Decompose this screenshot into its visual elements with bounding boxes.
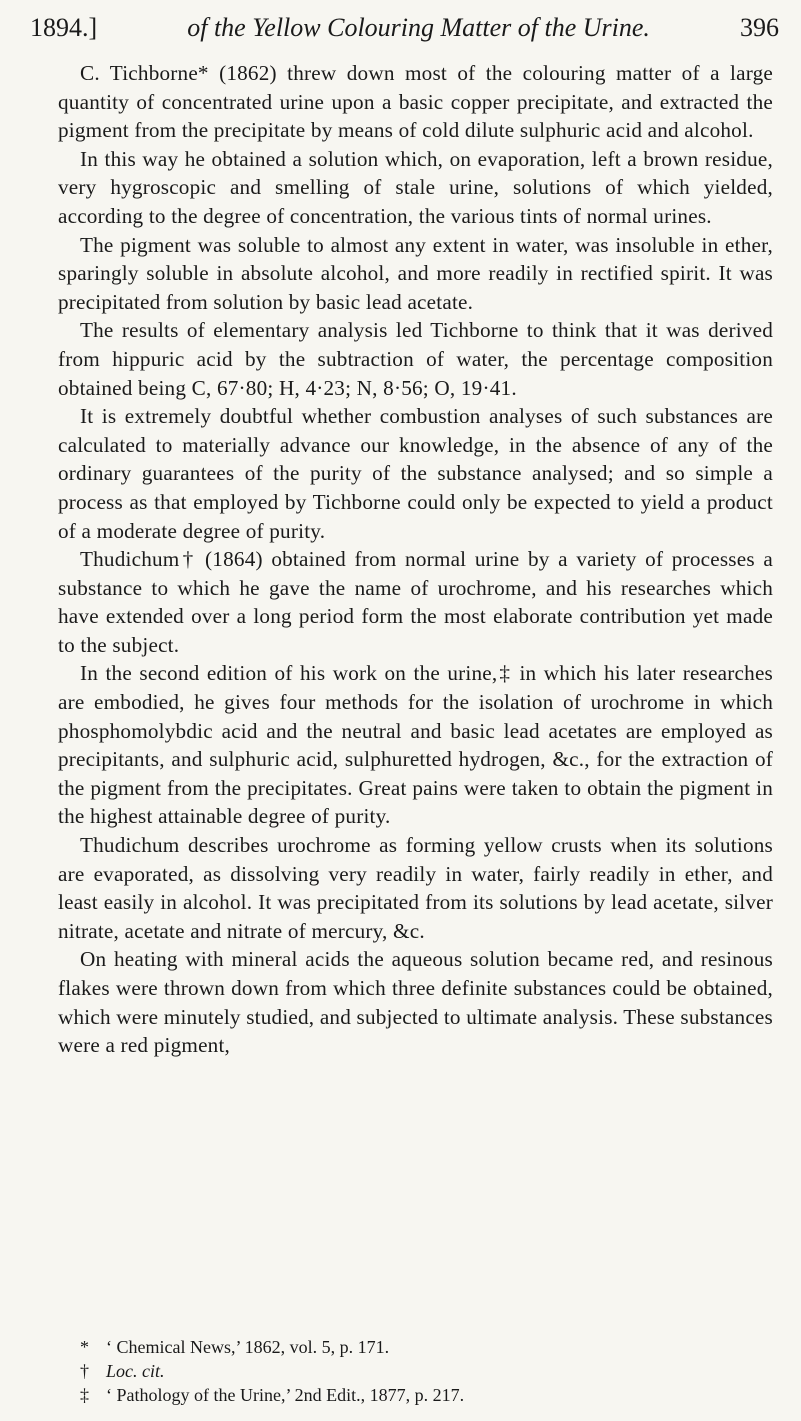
footnote-symbol: * — [80, 1337, 89, 1357]
footnote — [80, 1335, 770, 1359]
footnotes — [80, 1335, 770, 1407]
paragraph: Thudichum† (1864) obtained from normal urine by a variety of processes a substance to which he gave the name of urochrome, and his researches which have extended over a long period form the most elaborate contribution yet made to the subject. — [58, 547, 773, 657]
body-text — [58, 59, 773, 1060]
paragraph: The pigment was soluble to almost any extent in water, was insoluble in ether, sparingly soluble in absolute alcohol, and more readily in rectified spirit. It was precipitated from solution by basic lead acetate. — [58, 232, 773, 314]
footnote — [80, 1383, 770, 1407]
paragraph: C. Tichborne* (1862) threw down most of the colouring matter of a large quantity of concentrated urine upon a basic copper precipitate, and extracted the pigment from the precipitate by means of cold dilute sulphuric acid and alcohol. — [58, 61, 773, 143]
paragraph: On heating with mineral acids the aqueous solution became red, and resinous flakes were thrown down from which three definite substances could be obtained, which were minutely studied, and subjected to ultimate analysis. These substances were a red pigment, — [58, 947, 773, 1058]
footnote-symbol: ‡ — [80, 1385, 89, 1405]
page-number: 396 — [739, 13, 779, 42]
paragraph: In this way he obtained a solution which, on evaporation, left a brown residue, very hygroscopic and smelling of stale urine, solutions of which yielded, according to the degree of concentration, the various tints of normal urines. — [58, 146, 773, 228]
running-header — [30, 8, 779, 48]
header-title: of the Yellow Colouring Matter of the Urine. — [187, 13, 650, 42]
paragraph: The results of elementary analysis led Tichborne to think that it was derived from hippuric acid by the subtraction of water, the percentage composition obtained being C, 67·80; H, 4·23; N, 8·56; O, 19·41. — [58, 318, 773, 400]
paragraph: Thudichum describes urochrome as forming yellow crusts when its solutions are evaporated, as dissolving very readily in water, fairly readily in ether, and least easily in alcohol. It was precipitated from its solutions by lead acetate, silver nitrate, acetate and nitrate of mercury, &c. — [58, 833, 773, 943]
footnote-text: Loc. cit. — [106, 1361, 165, 1381]
paragraph: It is extremely doubtful whether combustion analyses of such substances are calculated to materially advance our knowledge, in the absence of any of the ordinary guarantees of the purity of the substance analysed; and so simple a process as that employed by Tichborne could only be expected to yield a product of a moderate degree of purity. — [58, 404, 773, 543]
footnote-text: ‘ Chemical News,’ 1862, vol. 5, p. 171. — [106, 1337, 390, 1357]
footnote-symbol: † — [80, 1361, 89, 1381]
paragraph: In the second edition of his work on the urine,‡ in which his later researches are embodied, he gives four methods for the isolation of urochrome in which phosphomolybdic acid and the neutral and basic lead acetates are employed as precipitants, and sulphuric acid, sulphuretted hydrogen, &c., for the extraction of the pigment from the precipitates. Great pains were taken to obtain the pigment in the highest attainable degree of purity. — [58, 661, 773, 829]
header-year: 1894.] — [30, 13, 98, 42]
footnote — [80, 1359, 770, 1383]
footnote-text: ‘ Pathology of the Urine,’ 2nd Edit., 1877, p. 217. — [106, 1385, 465, 1405]
